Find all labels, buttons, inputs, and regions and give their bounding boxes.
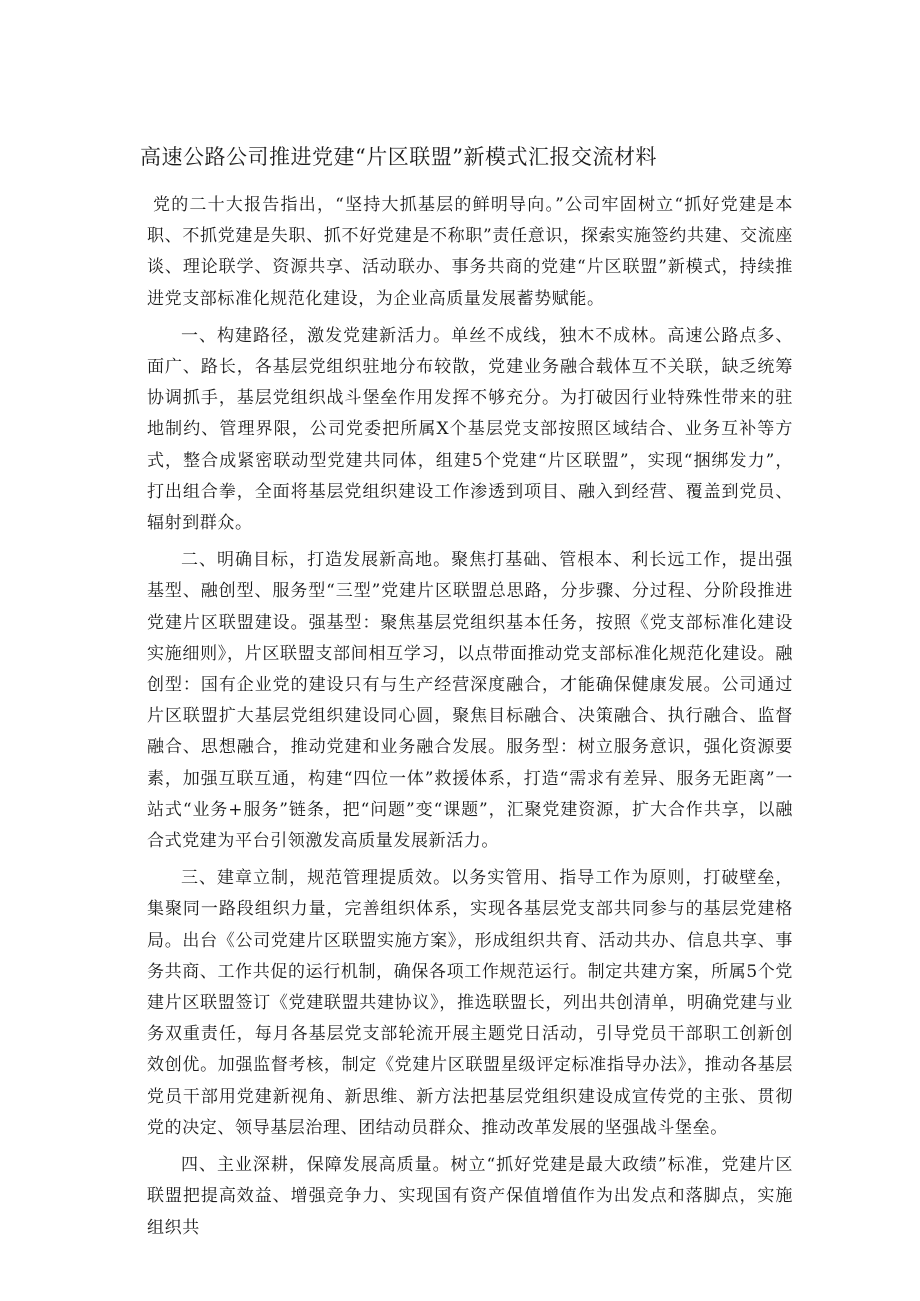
paragraph-intro: 党的二十大报告指出，“坚持大抓基层的鲜明导向。”公司牢固树立“抓好党建是本职、不抓党建是失职、抓不好党建是不称职”责任意识，探索实施签约共建、交流座谈、理论联学、资源共享、活动联办、事务共商的党建“片区联盟”新模式，持续推进党支部标准化规范化建设，为企业高质量发展蓄势赋能。 — [147, 195, 793, 309]
paragraph-section-4: 四、主业深耕，保障发展高质量。树立“抓好党建是最大政绩”标准，党建片区联盟把提高效益、增强竞争力、实现国有资产保值增值作为出发点和落脚点，实施组织共 — [147, 1155, 793, 1238]
paragraph-section-3: 三、建章立制，规范管理提质效。以务实管用、指导工作为原则，打破壁垒，集聚同一路段组织力量，完善组织体系，实现各基层党支部共同参与的基层党建格局。出台《公司党建片区联盟实施方案》，形成组织共育、活动共办、信息共享、事务共商、工作共促的运行机制，确保各项工作规范运行。制定共建方案，所属5个党建片区联盟签订《党建联盟共建协议》，推选联盟长，列出共创清单，明确党建与业务双重责任，每月各基层党支部轮流开展主题党日活动，引导党员干部职工创新创效创优。加强监督考核，制定《党建片区联盟星级评定标准指导办法》，推动各基层党员干部用党建新视角、新思维、新方法把基层党组织建设成宣传党的主张、贯彻党的决定、领导基层治理、团结动员群众、推动改革发展的坚强战斗堡垒。 — [147, 868, 793, 1138]
paragraph-section-2: 二、明确目标，打造发展新高地。聚焦打基础、管根本、利长远工作，提出强基型、融创型、服务型“三型”党建片区联盟总思路，分步骤、分过程、分阶段推进党建片区联盟建设。强基型：聚焦基层党组织基本任务，按照《党支部标准化建设实施细则》，片区联盟支部间相互学习，以点带面推动党支部标准化规范化建设。融创型：国有企业党的建设只有与生产经营深度融合，才能确保健康发展。公司通过片区联盟扩大基层党组织建设同心圆，聚焦目标融合、决策融合、执行融合、监督融合、思想融合，推动党建和业务融合发展。服务型：树立服务意识，强化资源要素，加强互联互通，构建“四位一体”救援体系，打造“需求有差异、服务无距离”一站式“业务+服务”链条，把“问题”变“课题”，汇聚党建资源，扩大合作共享，以融合式党建为平台引领激发高质量发展新活力。 — [147, 550, 793, 852]
document-body — [147, 190, 793, 1250]
paragraph-section-1: 一、构建路径，激发党建新活力。单丝不成线，独木不成林。高速公路点多、面广、路长，各基层党组织驻地分布较散，党建业务融合载体互不关联，缺乏统筹协调抓手，基层党组织战斗堡垒作用发挥不够充分。为打破因行业特殊性带来的驻地制约、管理界限，公司党委把所属X个基层党支部按照区域结合、业务互补等方式，整合成紧密联动型党建共同体，组建5个党建“片区联盟”，实现“捆绑发力”，打出组合拳，全面将基层党组织建设工作渗透到项目、融入到经营、覆盖到党员、辐射到群众。 — [147, 325, 793, 534]
document-title: 高速公路公司推进党建“片区联盟”新模式汇报交流材料 — [140, 145, 657, 169]
